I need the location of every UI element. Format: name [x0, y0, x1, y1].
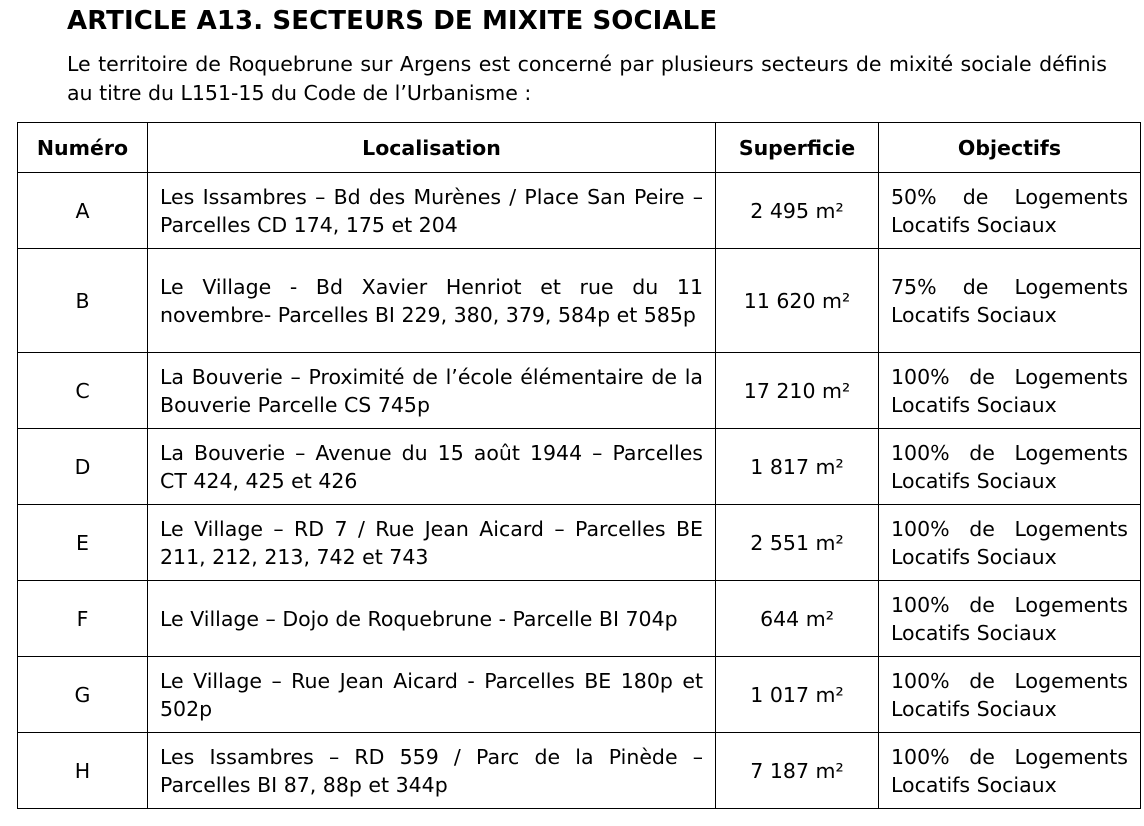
cell-objectifs: 50% de Logements Locatifs Sociaux — [879, 173, 1141, 249]
cell-numero: F — [18, 581, 148, 657]
cell-numero: C — [18, 353, 148, 429]
table-row — [18, 429, 1141, 505]
cell-superficie: 17 210 m² — [716, 353, 879, 429]
cell-localisation: Les Issambres – RD 559 / Parc de la Pinède – Parcelles BI 87, 88p et 344p — [148, 733, 716, 809]
cell-numero: A — [18, 173, 148, 249]
cell-superficie: 1 817 m² — [716, 429, 879, 505]
cell-superficie: 2 551 m² — [716, 505, 879, 581]
table-row — [18, 581, 1141, 657]
table-row — [18, 249, 1141, 353]
table-row — [18, 353, 1141, 429]
cell-objectifs: 100% de Logements Locatifs Sociaux — [879, 505, 1141, 581]
table-row — [18, 505, 1141, 581]
cell-numero: D — [18, 429, 148, 505]
header-localisation: Localisation — [148, 123, 716, 173]
cell-numero: B — [18, 249, 148, 353]
cell-localisation: Les Issambres – Bd des Murènes / Place San Peire – Parcelles CD 174, 175 et 204 — [148, 173, 716, 249]
cell-objectifs: 75% de Logements Locatifs Sociaux — [879, 249, 1141, 353]
cell-superficie: 1 017 m² — [716, 657, 879, 733]
cell-numero: H — [18, 733, 148, 809]
cell-objectifs: 100% de Logements Locatifs Sociaux — [879, 429, 1141, 505]
table-row — [18, 173, 1141, 249]
cell-objectifs: 100% de Logements Locatifs Sociaux — [879, 581, 1141, 657]
cell-numero: G — [18, 657, 148, 733]
cell-objectifs: 100% de Logements Locatifs Sociaux — [879, 353, 1141, 429]
article-title: ARTICLE A13. SECTEURS DE MIXITE SOCIALE — [67, 6, 718, 36]
table-header-row — [18, 123, 1141, 173]
cell-localisation: La Bouverie – Avenue du 15 août 1944 – Parcelles CT 424, 425 et 426 — [148, 429, 716, 505]
header-superficie: Superficie — [716, 123, 879, 173]
mixite-sociale-table — [17, 122, 1141, 809]
header-numero: Numéro — [18, 123, 148, 173]
cell-numero: E — [18, 505, 148, 581]
cell-localisation: Le Village – Dojo de Roquebrune - Parcelle BI 704p — [148, 581, 716, 657]
cell-superficie: 7 187 m² — [716, 733, 879, 809]
cell-localisation: Le Village – RD 7 / Rue Jean Aicard – Parcelles BE 211, 212, 213, 742 et 743 — [148, 505, 716, 581]
cell-localisation: Le Village - Bd Xavier Henriot et rue du 11 novembre- Parcelles BI 229, 380, 379, 584p et 585p — [148, 249, 716, 353]
cell-superficie: 644 m² — [716, 581, 879, 657]
cell-localisation: La Bouverie – Proximité de l’école élémentaire de la Bouverie Parcelle CS 745p — [148, 353, 716, 429]
header-objectifs: Objectifs — [879, 123, 1141, 173]
article-intro: Le territoire de Roquebrune sur Argens est concerné par plusieurs secteurs de mixité sociale définis au titre du L151-15 du Code de l’Urbanisme : — [67, 52, 1107, 105]
cell-superficie: 2 495 m² — [716, 173, 879, 249]
table-row — [18, 733, 1141, 809]
table-row — [18, 657, 1141, 733]
cell-localisation: Le Village – Rue Jean Aicard - Parcelles BE 180p et 502p — [148, 657, 716, 733]
cell-objectifs: 100% de Logements Locatifs Sociaux — [879, 657, 1141, 733]
cell-superficie: 11 620 m² — [716, 249, 879, 353]
cell-objectifs: 100% de Logements Locatifs Sociaux — [879, 733, 1141, 809]
